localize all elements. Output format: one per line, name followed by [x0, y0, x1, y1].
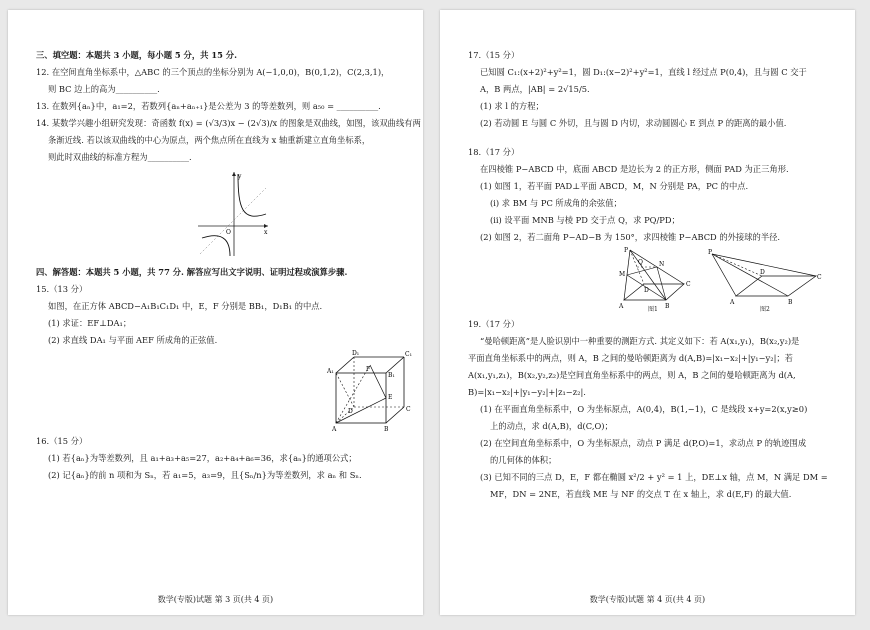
- q18-line1: 在四棱锥 P−ABCD 中，底面 ABCD 是边长为 2 的正方形，侧面 PAD 为正三角形.: [480, 164, 789, 174]
- fig2-label-C: C: [817, 274, 822, 281]
- section4-header: 四、解答题：本题共 5 小题，共 77 分. 解答应写出文字说明、证明过程或演算步骤.: [36, 267, 348, 277]
- page-3-footer: 数学(专版)试题 第 3 页(共 4 页): [157, 595, 274, 604]
- q18-head: 18.（17 分）: [468, 147, 520, 157]
- q18-line3: (ⅰ) 求 BM 与 PC 所成角的余弦值；: [490, 198, 622, 208]
- pyramid-figure-1: [618, 246, 698, 316]
- cube-label-C: C: [406, 406, 411, 413]
- fig1-label-N: N: [659, 261, 665, 268]
- q12-line2: 则 BC 边上的高为__________.: [48, 84, 160, 94]
- fig2-label-A: A: [730, 299, 735, 306]
- q19-line3: A(x₁,y₁,z₁)，B(x₂,y₂,z₂)是空间直角坐标系中的两点，则 A，B 之间的曼哈顿距离为 d(A,: [468, 370, 796, 380]
- pyramid-figure-2: [708, 248, 823, 308]
- q14-line2: 条渐近线. 若以该双曲线的中心为原点，两个焦点所在直线为 x 轴重新建立直角坐标系，: [48, 135, 371, 145]
- exam-page-3: [8, 10, 423, 615]
- q19-line10: MF，DN = 2NE，若直线 ME 与 NF 的交点 T 在 x 轴上，求 d(E,F) 的最大值.: [490, 489, 792, 499]
- q19-line6: 上的动点，求 d(A,B)，d(C,O)；: [490, 421, 613, 431]
- exam-page-4: [440, 10, 855, 615]
- graph-x-label: x: [264, 229, 268, 236]
- q18-line4: (ⅱ) 设平面 MNB 与棱 PD 交于点 Q，求 PQ/PD；: [490, 215, 680, 225]
- q13: 13. 在数列{aₙ}中，a₁=2，若数列{aₙ+aₙ₊₁}是公差为 3 的等差数列，则 a₅₀ = __________.: [36, 101, 381, 111]
- fig1-label-D: D: [644, 287, 649, 294]
- q17-line1: 已知圆 C₁:(x+2)²+y²=1，圆 D₁:(x−2)²+y²=1，直线 l 经过点 P(0,4)，且与圆 C 交于: [480, 67, 807, 77]
- q18-line5: (2) 如图 2，若二面角 P−AD−B 为 150°，求四棱锥 P−ABCD 的外接球的半径.: [480, 232, 781, 242]
- q19-line1: “曼哈顿距离”是人脸识别中一种重要的测距方式. 其定义如下：若 A(x₁,y₁)，B(x₂,y₂)是: [480, 336, 800, 346]
- fig1-label-C: C: [686, 281, 691, 288]
- q19-line2: 平面直角坐标系中的两点，则 A，B 之间的曼哈顿距离为 d(A,B)=|x₁−x₂|+|y₁−y₂|；若: [468, 353, 793, 363]
- q19-line7: (2) 在空间直角坐标系中，O 为坐标原点，动点 P 满足 d(P,O)=1，求动点 P 的轨迹围成: [480, 438, 807, 448]
- cube-label-B: B: [384, 426, 389, 433]
- q19-line8: 的几何体的体积；: [490, 455, 557, 465]
- q15-line2: (1) 求证：EF⊥DA₁；: [48, 318, 132, 328]
- q17-line3: (1) 求 l 的方程；: [480, 101, 544, 111]
- cube-label-C1: C₁: [405, 351, 412, 358]
- fig2-label-B: B: [788, 299, 793, 306]
- fig1-caption: 图1: [648, 306, 658, 313]
- page-4-footer: 数学(专版)试题 第 4 页(共 4 页): [589, 595, 706, 604]
- hyperbola-graph: [194, 168, 274, 260]
- q18-line2: (1) 如图 1，若平面 PAD⊥平面 ABCD，M，N 分别是 PA，PC 的中点.: [480, 181, 749, 191]
- q17-head: 17.（15 分）: [468, 50, 520, 60]
- q14-line3: 则此时双曲线的标准方程为__________.: [48, 152, 192, 162]
- fig2-label-D: D: [760, 269, 765, 276]
- q16-head: 16.（15 分）: [36, 436, 88, 446]
- cube-label-D1: D₁: [352, 350, 360, 357]
- q19-line4: B)=|x₁−x₂|+|y₁−y₂|+|z₁−z₂|.: [468, 387, 586, 397]
- cube-figure: [326, 349, 416, 433]
- fig2-caption: 图2: [760, 306, 770, 313]
- cube-label-D: D: [348, 408, 353, 415]
- q12-line1: 12. 在空间直角坐标系中，△ABC 的三个顶点的坐标分别为 A(−1,0,0)，B(0,1,2)，C(2,3,1)，: [36, 67, 390, 77]
- q19-line9: (3) 已知不同的三点 D，E，F 都在椭圆 x²/2 + y² = 1 上，DE⊥x 轴，点 M，N 满足 DM =: [480, 472, 828, 482]
- fig2-label-P: P: [708, 249, 713, 256]
- q14-line1: 14. 某数学兴趣小组研究发现：奇函数 f(x) = (√3/3)x − (2√3)/x 的图象是双曲线，如图，该双曲线有两: [36, 118, 421, 128]
- q16-line1: (1) 若{aₙ}为等差数列，且 a₁+a₃+a₅=27，a₂+a₄+a₆=36，求{aₙ}的通项公式；: [48, 453, 357, 463]
- cube-label-A: A: [332, 426, 337, 433]
- fig1-label-P: P: [624, 247, 629, 254]
- q17-line2: A，B 两点，|AB| = 2√15/5.: [480, 84, 590, 94]
- section3-header: 三、填空题：本题共 3 小题，每小题 5 分，共 15 分.: [36, 50, 237, 60]
- fig1-label-B: B: [665, 303, 670, 310]
- q19-line5: (1) 在平面直角坐标系中，O 为坐标原点，A(0,4)，B(1,−1)，C 是线段 x+y=2(x,y≥0): [480, 404, 808, 414]
- graph-origin-label: O: [226, 229, 231, 236]
- cube-label-A1: A₁: [327, 368, 334, 375]
- q16-line2: (2) 记{aₙ}的前 n 项和为 Sₙ，若 a₁=5，a₃=9，且{Sₙ/n}为等差数列，求 aₙ 和 Sₙ.: [48, 470, 362, 480]
- q15-line1: 如图，在正方体 ABCD−A₁B₁C₁D₁ 中，E，F 分别是 BB₁，D₁B₁ 的中点.: [48, 301, 323, 311]
- fig1-label-A: A: [619, 303, 624, 310]
- fig1-label-Q: Q: [638, 259, 643, 266]
- q15-line3: (2) 求直线 DA₁ 与平面 AEF 所成角的正弦值.: [48, 335, 218, 345]
- graph-y-label: y: [238, 173, 242, 180]
- q19-head: 19.（17 分）: [468, 319, 520, 329]
- q17-line4: (2) 若动圆 E 与圆 C 外切，且与圆 D 内切，求动圆圆心 E 到点 P 的距离的最小值.: [480, 118, 787, 128]
- fig1-label-M: M: [619, 271, 626, 278]
- cube-label-E: E: [388, 394, 393, 401]
- cube-label-B1: B₁: [388, 372, 395, 379]
- q15-head: 15.（13 分）: [36, 284, 88, 294]
- cube-label-F: F: [366, 366, 371, 373]
